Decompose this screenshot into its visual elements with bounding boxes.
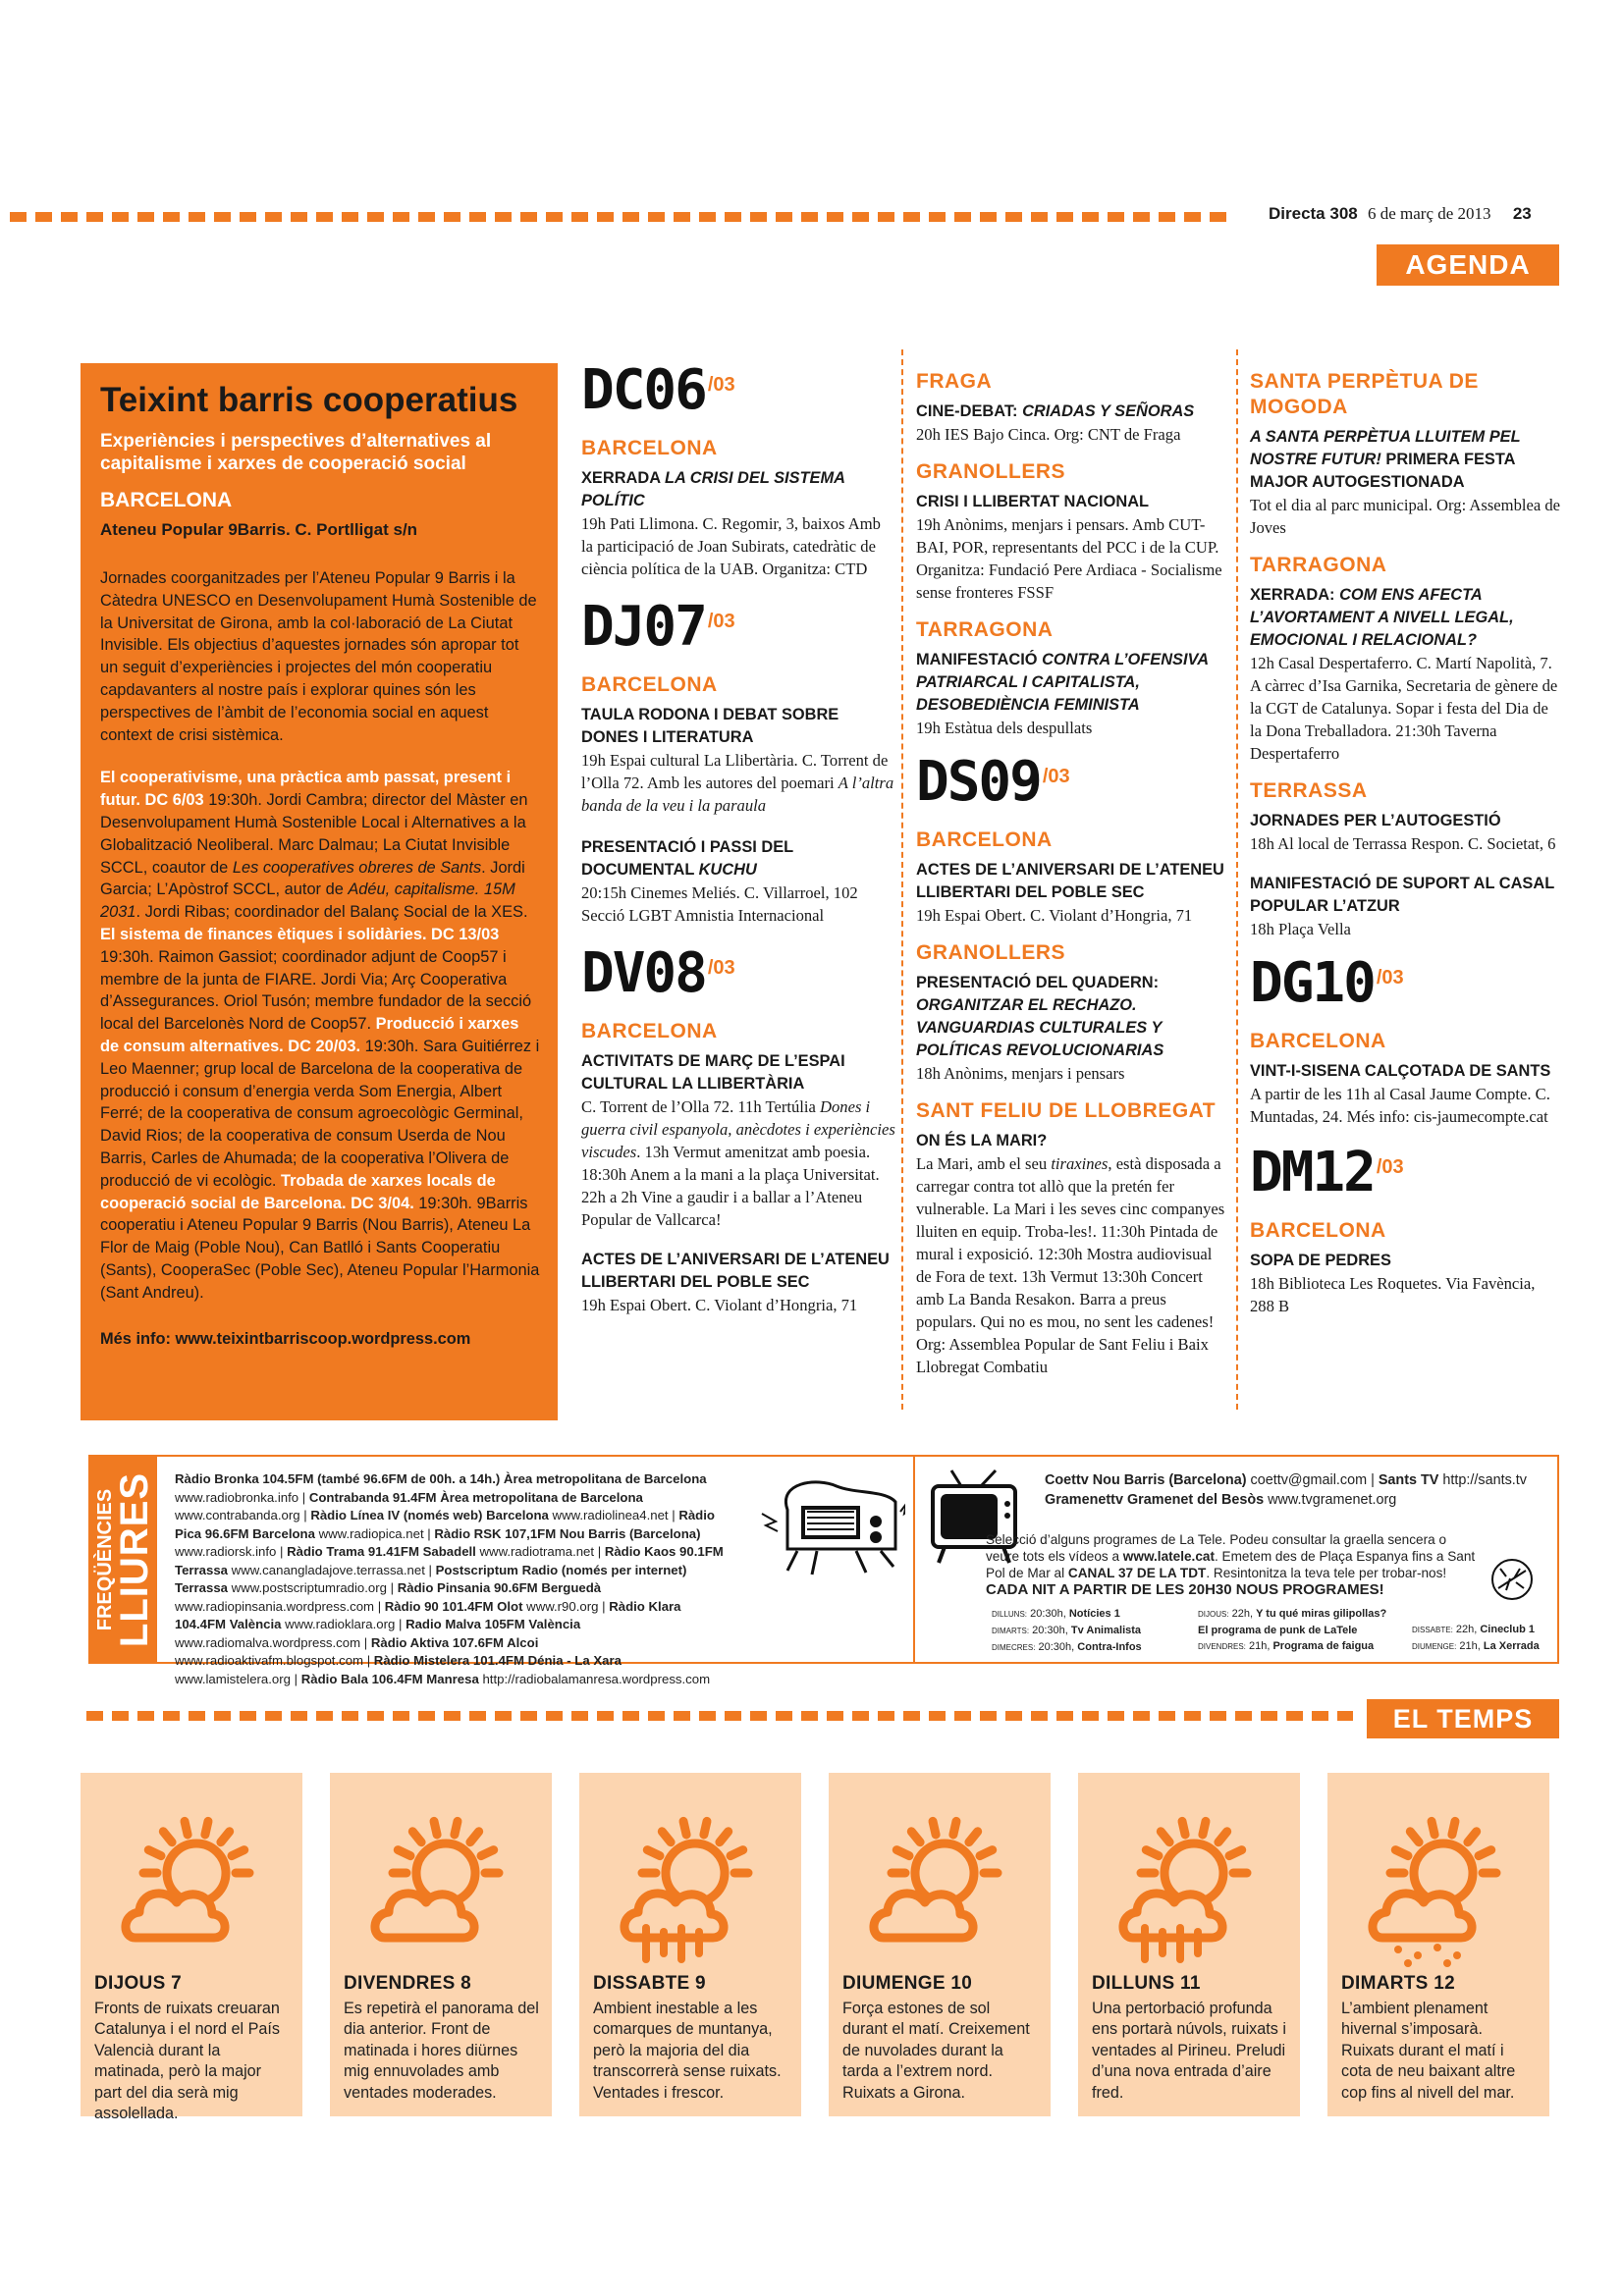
schedule-col <box>1198 1606 1404 1655</box>
station-name: Ràdio Pinsania 90.6FM Berguedà <box>397 1580 602 1595</box>
date-month: /03 <box>1376 1156 1404 1178</box>
event-title-part: PRESENTACIÓ I PASSI DEL DOCUMENTAL <box>581 838 793 879</box>
date-month: /03 <box>707 957 735 979</box>
event-title: TAULA RODONA I DEBAT SOBRE DONES I LITERATURA <box>581 706 839 746</box>
date-day: DV08 <box>581 941 706 1005</box>
weather-card <box>330 1773 552 2116</box>
schedule-prog: Cineclub 1 <box>1480 1624 1535 1635</box>
event-desc: 19h Espai Obert. C. Violant d’Hongria, 71 <box>916 906 1193 925</box>
issue-date: 6 de març de 2013 <box>1367 204 1491 223</box>
city-tarragona: TARRAGONA <box>1250 554 1387 576</box>
latele-cada-nit: CADA NIT A PARTIR DE LES 20H30 NOUS PROGRAMES! <box>986 1581 1384 1598</box>
event-desc-part: . 13h Vermut amenitzat amb poesia. 18:30h Anem a la mani a la plaça Universitat. 22h a 2h Vine a gaudir i a ballar a l’Ateneu Popular de Vallcarca! <box>581 1143 880 1229</box>
sun-cloud-snow-icon <box>1365 1812 1512 1969</box>
event-title-part: XERRADA <box>581 469 665 487</box>
station-url: www.radiopinsania.wordpress.com | <box>175 1598 385 1614</box>
event-desc: 18h Plaça Vella <box>1250 920 1351 938</box>
feature-box <box>81 363 558 1420</box>
date-day: DM12 <box>1250 1141 1375 1204</box>
event-desc-part: 19h Espai cultural La Llibertària. C. Torrent de l’Olla 72. Amb les autores del poemari <box>581 751 889 792</box>
event-desc-italic: Dones i guerra civil espanyola, anècdotes i experiències viscudes <box>581 1097 895 1161</box>
event-title-italic: A SANTA PERPÈTUA LLUITEM PEL NOSTRE FUTUR! <box>1250 428 1521 468</box>
agenda-column-1 <box>581 359 895 1330</box>
event-desc: 19h Espai Obert. C. Violant d’Hongria, 71 <box>581 1296 858 1314</box>
event-title-italic: LA CRISI DEL SISTEMA POLÍTIC <box>581 469 845 509</box>
schedule-item <box>1412 1622 1559 1638</box>
event-title-part: CINE-DEBAT: <box>916 402 1023 420</box>
city-barcelona: BARCELONA <box>581 1020 718 1042</box>
schedule-time: 21h, <box>1248 1640 1271 1652</box>
event-desc-part: La Mari, amb el seu <box>916 1154 1052 1173</box>
date-heading-dm12 <box>1250 1141 1562 1204</box>
date-day: DG10 <box>1250 951 1375 1015</box>
event-title-italic: COM ENS AFECTA L’AVORTAMENT A NIVELL LEGAL, EMOCIONAL I RELACIONAL? <box>1250 586 1514 649</box>
session-1-book-1: Les cooperatives obreres de Sants <box>232 858 482 877</box>
station-name: Contrabanda 91.4FM Àrea metropolitana de Barcelona <box>308 1489 643 1505</box>
schedule-prog: El programa de punk de LaTele <box>1198 1625 1358 1636</box>
city-barcelona: BARCELONA <box>581 673 718 696</box>
tv-channel-name: Sants TV <box>1378 1472 1439 1488</box>
weather-card <box>1078 1773 1300 2116</box>
event-title <box>916 649 1230 717</box>
weather-forecast: L’ambient plenament hivernal s’imposarà. Ruixats durant el matí i cota de neu baixant altre cop fins al nivell del mar. <box>1341 2000 1516 2102</box>
date-month: /03 <box>707 611 735 632</box>
schedule-day: DIMARTS: <box>992 1627 1030 1635</box>
sun-cloud-rain-icon <box>1115 1812 1263 1969</box>
station-name: Ràdio RSK 107,1FM Nou Barris (Barcelona) <box>434 1525 701 1541</box>
event-title-italic: CONTRA L’OFENSIVA PATRIARCAL I CAPITALISTA, DESOBEDIÈNCIA FEMINISTA <box>916 651 1209 714</box>
event-title: ACTIVITATS DE MARÇ DE L’ESPAI CULTURAL LA LLIBERTÀRIA <box>581 1052 845 1093</box>
session-3-text: 19:30h. Sara Guitiérrez i Leo Maenner; grup local de Barcelona de la cooperativa de producció i consum d’energia verda Som Energia, Albert Ferré; de la cooperativa de consum agroecològic Germinal, David Rios; de la cooperativa de consum Userda de Nou Barris, Carles de Ahumada; de la cooperativa l’Olivera de producció de vi ecològic. <box>100 1037 540 1190</box>
event-title <box>1250 426 1562 494</box>
tv-contact: coettv@gmail.com | <box>1246 1472 1379 1488</box>
schedule-day: DIJOUS: <box>1198 1610 1229 1619</box>
sun-cloud-icon <box>866 1812 1013 1969</box>
date-month: /03 <box>1376 967 1404 988</box>
event-title: ACTES DE L’ANIVERSARI DE L’ATENEU LLIBERTARI DEL POBLE SEC <box>916 861 1224 901</box>
event-title-part: XERRADA: <box>1250 586 1340 604</box>
page-number: 23 <box>1512 204 1532 223</box>
latele-logo <box>1483 1555 1542 1604</box>
station-name: Ràdio Klara 104.4FM València <box>175 1598 681 1631</box>
station-name: Ràdio Bronka 104.5FM (també 96.6FM de 00h. a 14h.) Àrea metropolitana de Barcelona <box>175 1471 707 1486</box>
event-title: MANIFESTACIÓ DE SUPORT AL CASAL POPULAR L’ATZUR <box>1250 875 1554 915</box>
station-name: Ràdio Línea IV (només web) Barcelona <box>310 1508 549 1522</box>
tv-schedule <box>992 1606 1542 1655</box>
schedule-item <box>992 1639 1188 1656</box>
latele-text: . Emetem des de Plaça Espanya fins a Sant Pol de Mar al <box>986 1549 1476 1580</box>
date-month: /03 <box>1042 766 1070 787</box>
event-desc: 20h IES Bajo Cinca. Org: CNT de Fraga <box>916 425 1181 444</box>
tv-channel-name: Gramenettv Gramenet del Besòs <box>1045 1492 1265 1508</box>
date-heading-dc06 <box>581 358 895 422</box>
station-url: www.postscriptumradio.org | <box>228 1580 398 1595</box>
date-day: DS09 <box>916 750 1041 814</box>
event-title: VINT-I-SISENA CALÇOTADA DE SANTS <box>1250 1062 1551 1080</box>
latele-canal: CANAL 37 DE LA TDT <box>1067 1566 1207 1580</box>
section-tab-el-temps: EL TEMPS <box>1367 1699 1559 1738</box>
schedule-time: 20:30h, <box>1038 1641 1075 1653</box>
schedule-day: DIMECRES: <box>992 1643 1036 1652</box>
session-3-title: Producció i xarxes de consum alternatives. DC 20/03. <box>100 1015 519 1055</box>
event-desc: 20:15h Cinemes Meliés. C. Villarroel, 102 Secció LGBT Amnistia Internacional <box>581 883 858 925</box>
schedule-time: 20:30h, <box>1030 1608 1066 1620</box>
agenda-column-3 <box>1250 369 1562 1331</box>
date-heading-dj07 <box>581 595 895 659</box>
city-barcelona: BARCELONA <box>581 437 718 459</box>
weather-day: DILLUNS 11 <box>1092 1973 1201 1994</box>
weather-forecast: Fronts de ruixats creuaran Catalunya i el nord el País Valencià durant la matinada, però la major part del dia serà mig assolellada. <box>94 2000 280 2123</box>
session-1-text-a: 19:30h. Jordi Cambra; director del Màster en Desenvolupament Humà Sostenible Local i Alternatives a la Globalització Neoliberal. Marc Dalmau; La Ciutat Invisible SCCL, coautor de <box>100 791 528 877</box>
tv-contact: http://sants.tv <box>1438 1472 1527 1488</box>
feature-city: BARCELONA <box>100 489 233 511</box>
event-title-italic: ORGANITZAR EL RECHAZO. VANGUARDIAS CULTURALES Y POLÍTICAS REVOLUCIONARIAS <box>916 996 1164 1059</box>
side-label-1: FREQÜÈNCIES <box>94 1488 116 1631</box>
weather-day: DIVENDRES 8 <box>344 1973 472 1994</box>
header-dashed-rule <box>10 212 1232 222</box>
sun-cloud-icon <box>367 1812 514 1969</box>
schedule-time: 22h, <box>1231 1608 1254 1620</box>
event-title-italic: KUCHU <box>698 861 757 879</box>
weather-card <box>829 1773 1051 2116</box>
event-desc-italic: tiraxines <box>1051 1154 1109 1173</box>
station-url: www.canangladajove.terrassa.net | <box>228 1562 436 1577</box>
event-desc <box>581 749 895 817</box>
agenda-column-2 <box>916 369 1230 1392</box>
city-barcelona: BARCELONA <box>916 828 1053 851</box>
radio-illustration <box>758 1472 905 1580</box>
date-day: DC06 <box>581 358 706 422</box>
free-frequencies-box <box>88 1455 1559 1686</box>
radio-tv-divider <box>913 1457 915 1662</box>
latele-text: Selecció d’alguns programes de La Tele. Podeu consultar la graella sencera o veure tots els vídeos a <box>986 1532 1447 1564</box>
weather-forecast: Una pertorbació profunda ens portarà núvols, ruixats i ventades al Pirineu. Preludi d’una nova entrada d’aire fred. <box>1092 2000 1286 2102</box>
schedule-item <box>1412 1638 1559 1655</box>
date-month: /03 <box>707 374 735 396</box>
feature-place: Ateneu Popular 9Barris. C. Portlligat s/n <box>100 520 418 539</box>
station-name: Radio Malva 105FM València <box>406 1617 581 1631</box>
session-2-title: El sistema de finances ètiques i solidàries. DC 13/03 <box>100 925 500 943</box>
event-desc: 19h Pati Llimona. C. Regomir, 3, baixos Amb la participació de Joan Subirats, catedràtic de ciència política de la UAB. Organitza: CTD <box>581 514 881 578</box>
event-title <box>916 400 1230 423</box>
date-heading-dg10 <box>1250 951 1562 1015</box>
event-title: CRISI I LLIBERTAT NACIONAL <box>916 493 1150 510</box>
column-divider <box>901 349 903 1410</box>
feature-program <box>100 767 540 1304</box>
event-desc-part: C. Torrent de l’Olla 72. 11h Tertúlia <box>581 1097 820 1116</box>
station-url: www.radioklara.org | <box>281 1617 406 1631</box>
city-tarragona: TARRAGONA <box>916 618 1054 641</box>
station-name: Ràdio Pica 96.6FM Barcelona <box>175 1508 715 1541</box>
weather-card <box>1327 1773 1549 2116</box>
station-name: Ràdio Trama 91.41FM Sabadell <box>287 1544 476 1559</box>
weather-card <box>579 1773 801 2116</box>
feature-more-info: Més info: www.teixintbarriscoop.wordpress.com <box>100 1329 471 1348</box>
feature-intro: Jornades coorganitzades per l’Ateneu Popular 9 Barris i la Càtedra UNESCO en Desenvolupament Humà Sostenible de la Universitat de Girona, amb la col·laboració de La Ciutat Invisible. Els objectius d’aquestes jornades són apropar tot un seguit d’experiències i projectes del món cooperatiu capdavanters al nostre país i explorar quines són les perspectives de l’àmbit de l’economia social en aquest context de crisi sistèmica. <box>100 569 537 744</box>
event-desc-part: , està disposada a carregar contra tot allò que la pretén fer vulnerable. La Mari i les seves cinc companyes lluiten en equip. Troba-les!. 11:30h Pintada de mural i exposició. 12:30h Mostra audiovisual de Fora de text. 13h Vermut 13:30h Concert amb La Banda Resakon. Barra a preus populars. Qui no es mou, no sent les cadenes! Org: Assemblea Popular de Sant Feliu i Baix Llobregat Combatiu <box>916 1154 1225 1376</box>
side-label-2: LLIURES <box>113 1471 156 1648</box>
session-4-title: Trobada de xarxes locals de cooperació social de Barcelona. DC 3/04. <box>100 1171 496 1212</box>
station-url: www.radiorsk.info | <box>175 1544 288 1559</box>
date-heading-ds09 <box>916 750 1230 814</box>
schedule-time: 22h, <box>1455 1624 1478 1635</box>
section-tab-agenda: AGENDA <box>1377 244 1559 286</box>
event-title-italic: CRIADAS Y SEÑORAS <box>1022 402 1195 420</box>
event-desc <box>581 1095 895 1231</box>
event-desc: 19h Estàtua dels despullats <box>916 719 1093 737</box>
weather-day: DIUMENGE 10 <box>842 1973 973 1994</box>
tv-line-1 <box>1045 1470 1555 1490</box>
weather-dashed-rule <box>86 1711 1353 1721</box>
date-heading-dv08 <box>581 941 895 1005</box>
city-terrassa: TERRASSA <box>1250 779 1368 802</box>
schedule-prog: Y tu qué miras gilipollas? <box>1256 1608 1387 1620</box>
schedule-day: DIVENDRES: <box>1198 1642 1246 1651</box>
event-title: SOPA DE PEDRES <box>1250 1252 1391 1269</box>
city-barcelona: BARCELONA <box>1250 1219 1386 1242</box>
radio-side-label <box>94 1471 156 1648</box>
event-desc: 12h Casal Despertaferro. C. Martí Napolità, 7. A càrrec d’Isa Garnika, Secretaria de gènere de la CGT de Catalunya. Sopar i festa del Dia de la Dona Treballadora. 21:30h Taverna Despertaferro <box>1250 654 1558 763</box>
schedule-prog: Contra-Infos <box>1077 1641 1142 1653</box>
station-name: Ràdio Aktiva 107.6FM Alcoi <box>370 1634 539 1650</box>
station-url: www.radiolinea4.net | <box>548 1508 679 1522</box>
station-name: Ràdio Mistelera 101.4FM Dénia - La Xara <box>373 1653 622 1668</box>
event-title: ACTES DE L’ANIVERSARI DE L’ATENEU LLIBERTARI DEL POBLE SEC <box>581 1251 890 1291</box>
weather-day: DISSABTE 9 <box>593 1973 706 1994</box>
session-1-title: El cooperativisme, una pràctica amb passat, present i futur. DC 6/03 <box>100 769 512 810</box>
station-url: http://radiobalamanresa.wordpress.com <box>478 1671 711 1686</box>
latele-notice <box>986 1531 1477 1598</box>
schedule-time: 21h, <box>1459 1640 1481 1652</box>
feature-subtitle: Experiències i perspectives d’alternatives al capitalisme i xarxes de cooperació social <box>100 431 492 474</box>
station-name: Ràdio Kaos 90.1FM Terrassa <box>175 1544 724 1577</box>
column-divider <box>1236 349 1238 1410</box>
session-1-text-c: . Jordi Ribas; coordinador del Balanç Social de la XES. <box>135 903 528 922</box>
station-url: www.radioaktivafm.blogspot.com | <box>175 1653 374 1668</box>
schedule-time: 20:30h, <box>1032 1625 1068 1636</box>
event-title-part: PRIMERA FESTA MAJOR AUTOGESTIONADA <box>1250 451 1515 491</box>
schedule-prog: Programa de faigua <box>1272 1640 1375 1652</box>
session-1-book-2: Adéu, capitalisme. 15M 2031 <box>100 881 515 922</box>
station-url: www.radiopica.net | <box>314 1525 435 1541</box>
sun-cloud-icon <box>118 1812 265 1969</box>
station-url: www.radiobronka.info | <box>175 1489 309 1505</box>
session-4-text: 19:30h. 9Barris cooperatiu i Ateneu Popular 9 Barris (Nou Barris), Ateneu La Flor de Maig (Poble Nou), Can Batlló i Sants Cooperatiu (Sants), CooperaSec (Poble Sec), Ateneu Popular l’Harmonia (Sant Andreu). <box>100 1194 540 1302</box>
weather-forecast: Es repetirà el panorama del dia anterior. Front de matinada i hores diürnes mig ennuvolades amb ventades moderades. <box>344 2000 539 2102</box>
tv-contact: www.tvgramenet.org <box>1264 1492 1397 1508</box>
sun-cloud-rain-icon <box>617 1812 764 1969</box>
station-url: www.contrabanda.org | <box>175 1508 311 1522</box>
station-name: Ràdio Bala 106.4FM Manresa <box>300 1671 479 1686</box>
event-title <box>1250 584 1562 652</box>
station-url: www.radiotrama.net | <box>475 1544 605 1559</box>
event-title <box>916 972 1230 1062</box>
station-url: www.radiomalva.wordpress.com | <box>175 1634 371 1650</box>
latele-url: www.latele.cat <box>1122 1549 1215 1564</box>
feature-title: Teixint barris cooperatius <box>100 381 518 419</box>
schedule-item <box>992 1623 1188 1639</box>
schedule-day: DIUMENGE: <box>1412 1642 1457 1651</box>
schedule-col <box>1412 1622 1559 1655</box>
event-title: ON ÉS LA MARI? <box>916 1132 1048 1149</box>
event-desc: Tot el dia al parc municipal. Org: Assemblea de Joves <box>1250 496 1561 537</box>
weather-day: DIJOUS 7 <box>94 1973 182 1994</box>
city-barcelona: BARCELONA <box>1250 1030 1386 1052</box>
station-name: Postscriptum Radio (només per internet) Terrassa <box>175 1562 687 1595</box>
event-desc: 18h Biblioteca Les Roquetes. Via Favència, 288 B <box>1250 1274 1536 1315</box>
schedule-prog: La Xerrada <box>1483 1640 1540 1652</box>
schedule-item <box>992 1606 1188 1623</box>
schedule-day: DISSABTE: <box>1412 1626 1453 1634</box>
schedule-prog: Tv Animalista <box>1070 1625 1142 1636</box>
page-header <box>1269 204 1563 232</box>
schedule-col <box>992 1606 1188 1656</box>
radio-side-band <box>90 1457 157 1662</box>
event-title: JORNADES PER L’AUTOGESTIÓ <box>1250 812 1501 829</box>
schedule-item <box>1198 1606 1404 1623</box>
schedule-day: DILLUNS: <box>992 1610 1028 1619</box>
tv-line-2 <box>1045 1490 1555 1510</box>
event-desc-italic: A l’altra banda de la veu i la paraula <box>581 774 894 815</box>
event-desc: 18h Anònims, menjars i pensars <box>916 1064 1125 1083</box>
station-url: www.r90.org | <box>522 1598 610 1614</box>
station-url: www.lamistelera.org | <box>175 1671 301 1686</box>
event-desc: 19h Anònims, menjars i pensars. Amb CUT-BAI, POR, representants del PCC i de la CUP. Organitza: Fundació Pere Ardiaca - Socialisme sense fronteres FSSF <box>916 515 1222 602</box>
schedule-item <box>1198 1638 1404 1655</box>
schedule-item <box>1198 1623 1404 1638</box>
event-desc <box>916 1152 1230 1378</box>
event-title-part: PRESENTACIÓ DEL QUADERN: <box>916 974 1160 991</box>
weather-forecast: Ambient inestable a les comarques de muntanya, però la majoria del dia transcorrerà sense ruixats. Ventades i frescor. <box>593 2000 782 2102</box>
tv-channels <box>1045 1470 1555 1510</box>
tv-channel-name: Coettv Nou Barris (Barcelona) <box>1045 1472 1247 1488</box>
date-day: DJ07 <box>581 595 706 659</box>
weather-forecast: Força estones de sol durant el matí. Creixement de nuvolades durant la tarda a l’extrem nord. Ruixats a Girona. <box>842 2000 1030 2102</box>
event-desc: A partir de les 11h al Casal Jaume Compte. C. Muntadas, 24. Més info: cis-jaumecompte.cat <box>1250 1085 1550 1126</box>
schedule-prog: Notícies 1 <box>1068 1608 1120 1620</box>
event-title-part: MANIFESTACIÓ <box>916 651 1043 668</box>
publication-name: Directa 308 <box>1269 204 1358 223</box>
radio-station-list <box>175 1470 725 1688</box>
latele-text: . Resintonitza la teva tele per trobar-nos! <box>1206 1566 1447 1580</box>
city-sant-feliu: SANT FELIU DE LLOBREGAT <box>916 1099 1217 1122</box>
city-santa-perpetua: SANTA PERPÈTUA DE MOGODA <box>1250 370 1479 418</box>
weather-day: DIMARTS 12 <box>1341 1973 1455 1994</box>
session-2-text: 19:30h. Raimon Gassiot; coordinador adjunt de Coop57 i membre de la junta de FIARE. Jordi Via; Arç Cooperativa d’Assegurances. Oriol Tusón; membre fundador de la secció local del Barcelonès Nord de Coop57. <box>100 947 532 1034</box>
event-title <box>581 836 895 881</box>
weather-card <box>81 1773 302 2123</box>
session-1-text-b: . Jordi Garcia; L’Apòstrof SCCL, autor de <box>100 858 525 899</box>
city-fraga: FRAGA <box>916 370 993 393</box>
event-title <box>581 467 895 512</box>
city-granollers: GRANOLLERS <box>916 460 1065 483</box>
city-granollers: GRANOLLERS <box>916 941 1065 964</box>
station-name: Ràdio 90 101.4FM Olot <box>384 1598 523 1614</box>
event-desc: 18h Al local de Terrassa Respon. C. Societat, 6 <box>1250 834 1556 853</box>
